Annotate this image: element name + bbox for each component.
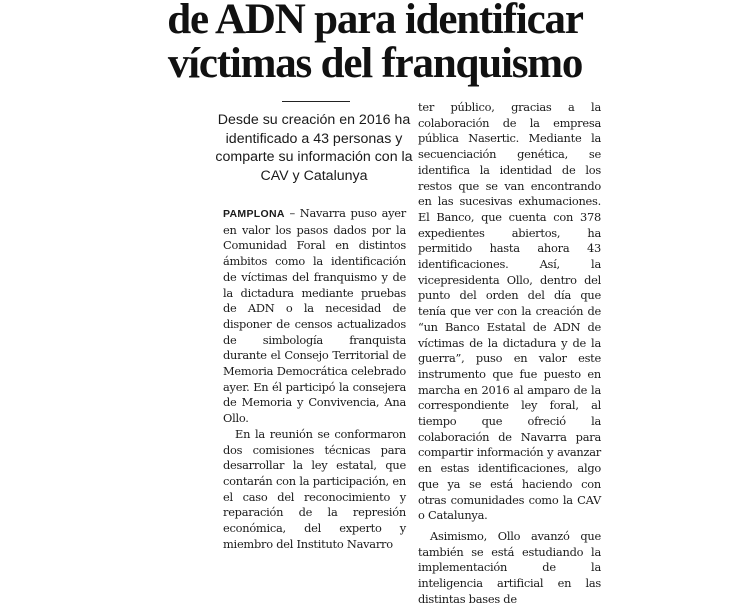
headline-line-1: de ADN para identificar [167, 0, 583, 43]
article-column-1 [223, 206, 406, 552]
paragraph-3: ter público, gracias a la colaboración de la empresa pública Nasertic. Mediante la secuenciación genética, se identifica la identidad de los restos que se van encontrando en las sucesivas exhumaciones. El Banco, que cuenta con 378 expedientes abiertos, ha permitido hasta ahora 43 identificaciones. Así, la vicepresidenta Ollo, dentro del punto del orden del día que tenía que ver con la creación de “un Banco Estatal de ADN de víctimas de la dictadura y de la guerra”, puso en valor este instrumento que fue puesto en marcha en 2016 al amparo de la correspondiente ley foral, al tiempo que ofreció la colaboración de Navarra para compartir información y avanzar en estas identificaciones, algo que ya se está haciendo con otras comunidades como la CAV o Catalunya. [418, 100, 601, 523]
paragraph-1 [223, 206, 406, 427]
headline-line-2: víctimas del franquismo [167, 40, 583, 87]
dateline: PAMPLONA [223, 208, 285, 220]
subhead: Desde su creación en 2016 ha identificado a 43 personas y comparte su información con la CAV y Catalunya [215, 112, 413, 184]
article-column-2 [418, 100, 601, 608]
subhead-divider [282, 101, 350, 102]
paragraph-2: En la reunión se conformaron dos comisiones técnicas para desarrollar la ley estatal, que contarán con la participación, en el caso del reconocimiento y reparación de la represión económica, del experto y miembro del Instituto Navarro [223, 426, 406, 551]
paragraph-4: Asimismo, Ollo avanzó que también se está estudiando la implementación de la inteligencia artificial en las distintas bases de [418, 528, 601, 606]
paragraph-1-text: Navarra puso ayer en valor los pasos dados por la Comunidad Foral en distintos ámbitos como la identificación de víctimas del franquismo y de la dictadura mediante pruebas de ADN o la necesidad de disponer de censos actualizados de simbología franquista durante el Consejo Territorial de Memoria Democrática celebrado ayer. En él participó la consejera de Memoria y Convivencia, Ana Ollo. [223, 206, 406, 426]
dateline-dash: – [284, 206, 300, 220]
